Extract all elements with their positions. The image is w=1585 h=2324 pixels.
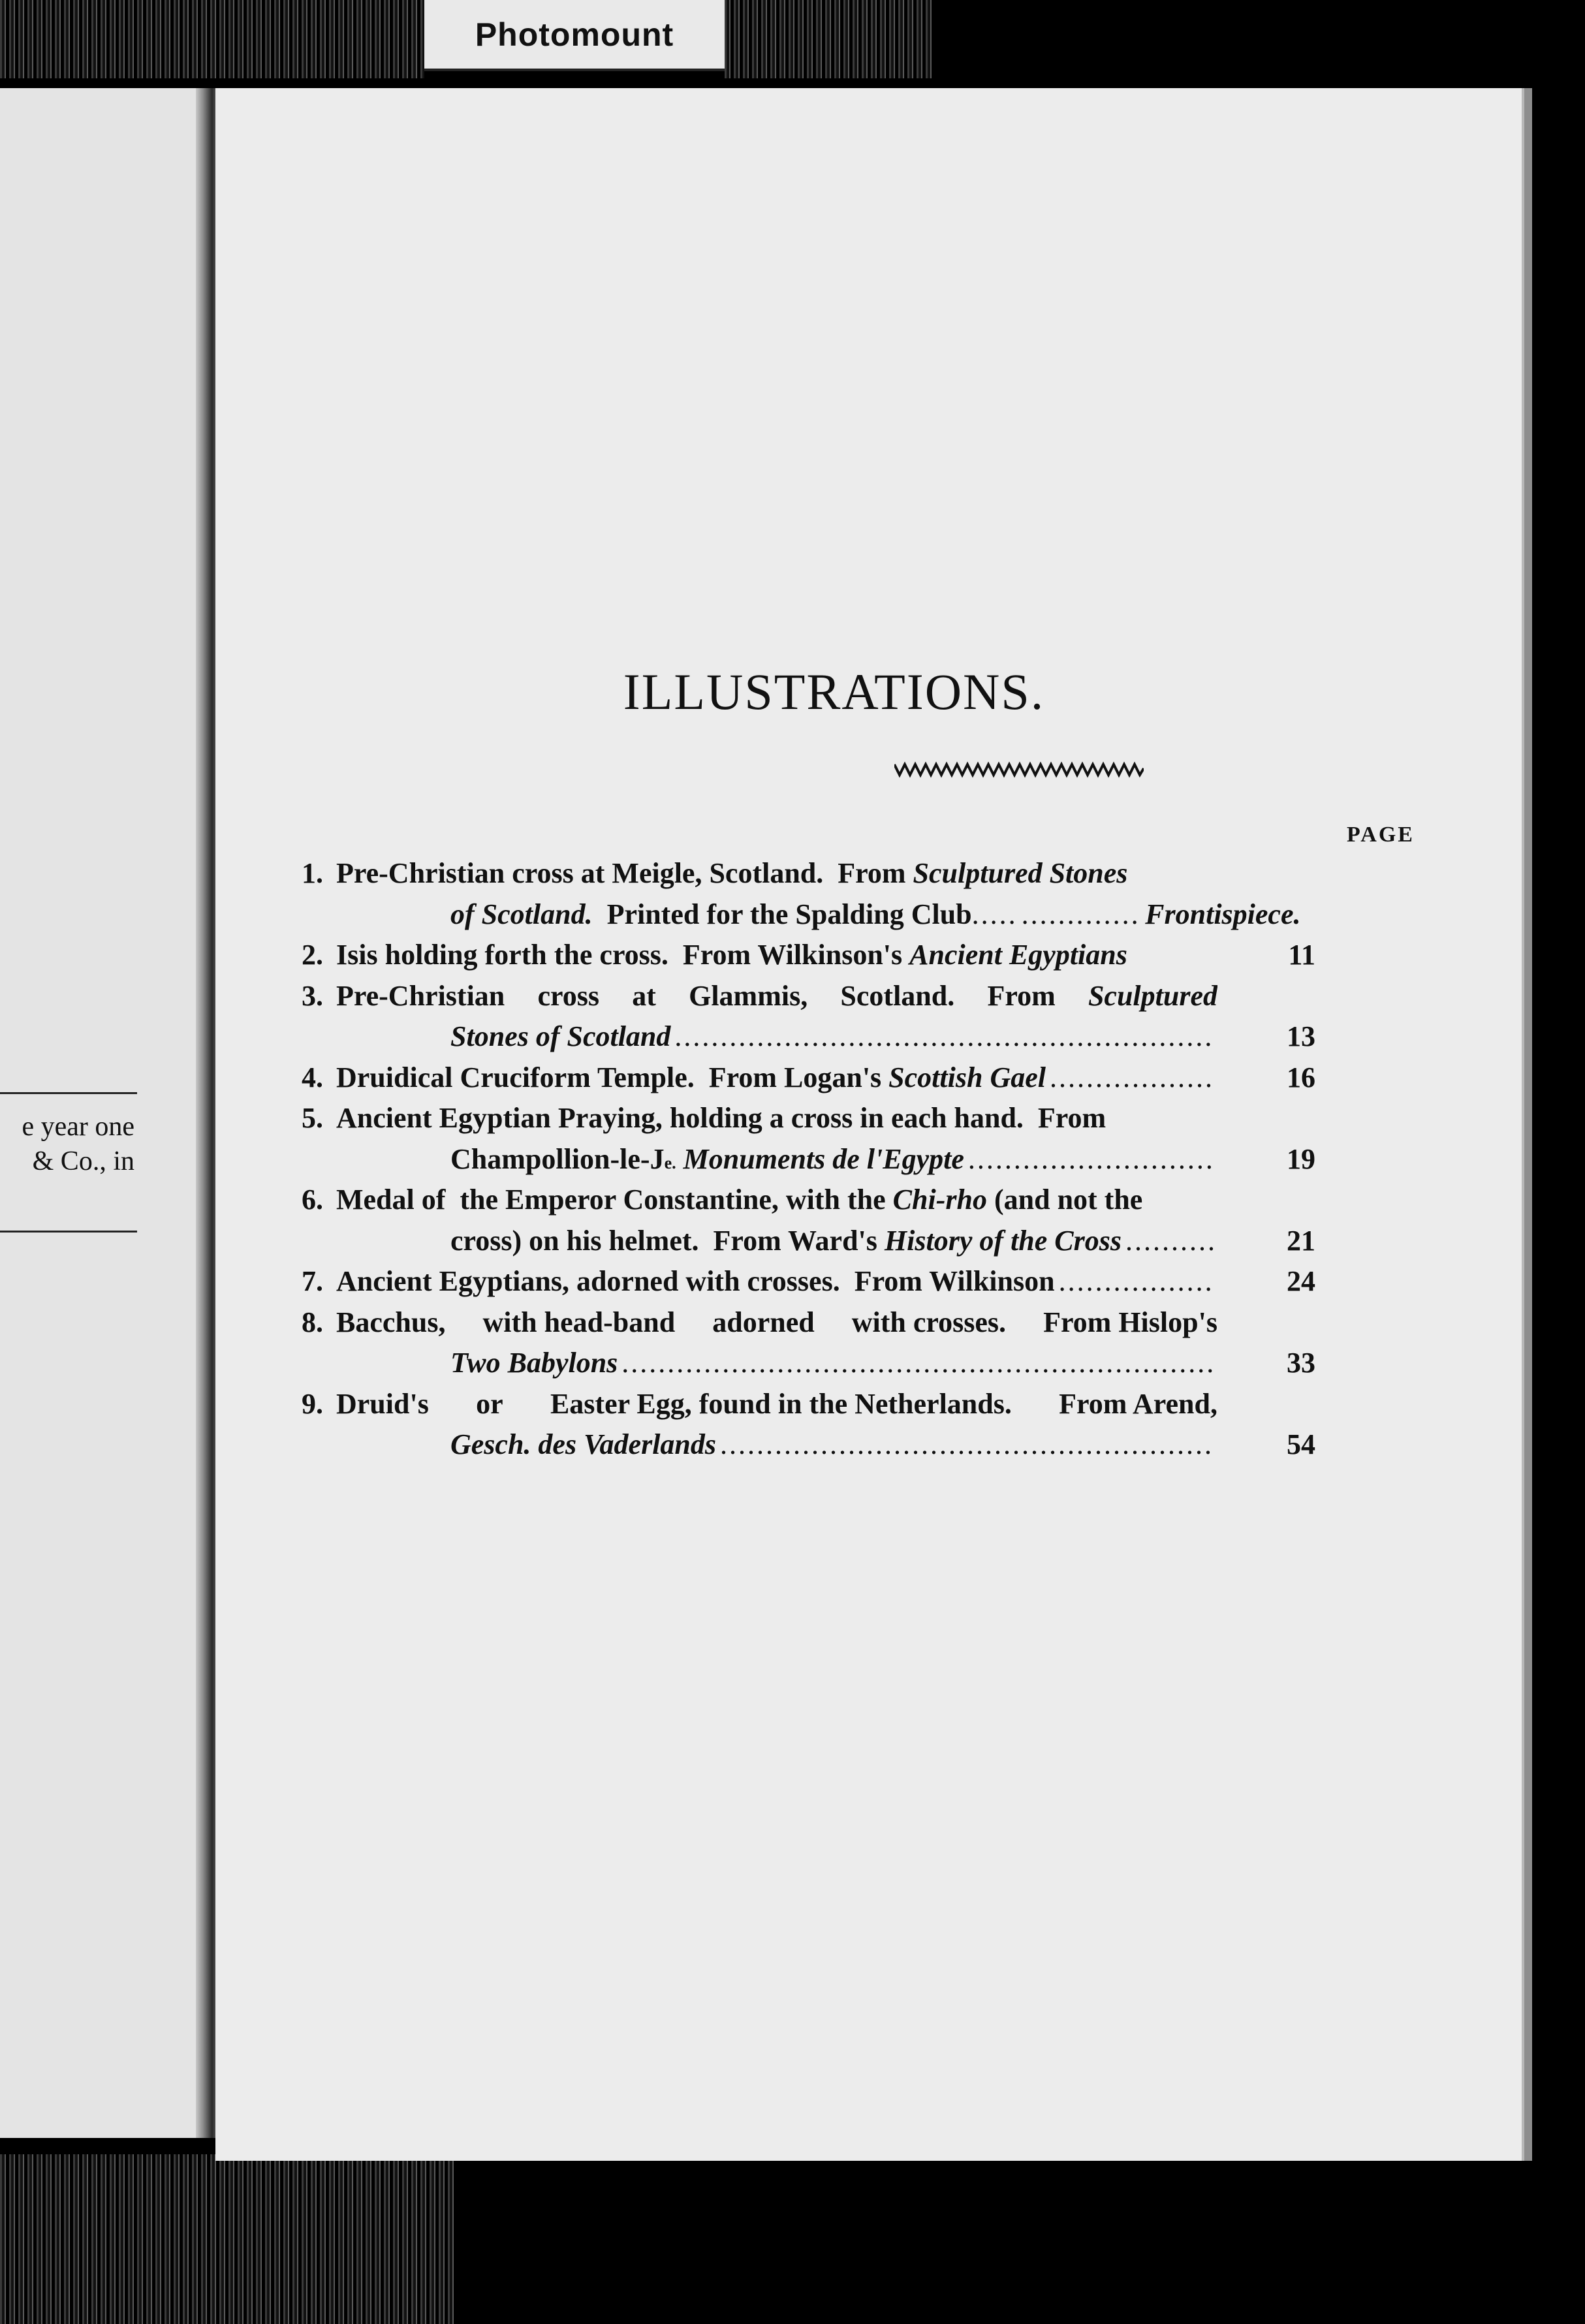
list-item-6-line-2: [284, 1221, 1315, 1262]
list-item-6-line-1: [284, 1180, 1315, 1221]
previous-page: [0, 88, 196, 2138]
entry-number: 6.: [302, 1184, 323, 1216]
dot-leader: [1050, 1058, 1214, 1099]
entry-source-title: Chi-rho: [892, 1184, 987, 1216]
list-item-2: [284, 935, 1315, 976]
binding-texture-top-right: [725, 0, 934, 78]
entry-source-title: Scottish Gael: [888, 1061, 1046, 1093]
entry-text: Pre-Christian: [336, 979, 505, 1012]
photomount-label-text: Photomount: [475, 16, 674, 53]
entry-source-title: Gesch. des Vaderlands: [450, 1428, 717, 1460]
photomount-label: [424, 0, 725, 71]
entry-text: Druid's: [336, 1387, 429, 1420]
entry-text: Pre-Christian cross at Meigle, Scotland. From: [336, 857, 913, 889]
entry-text: Printed for the Spalding Club: [592, 898, 972, 930]
dot-leader: [968, 1139, 1214, 1180]
entry-source-title: Stones of Scotland: [450, 1020, 671, 1052]
entry-superscript: e.: [664, 1153, 676, 1172]
dot-leader: [1022, 894, 1142, 935]
entry-source-title: Sculptured: [1088, 979, 1217, 1012]
entry-text: or: [476, 1387, 503, 1420]
illustrations-list: [284, 853, 1315, 1466]
list-item-7: [284, 1261, 1315, 1302]
list-item-3-line-1: [284, 976, 1315, 1017]
entry-page: 54: [1287, 1428, 1315, 1460]
entry-text: with head-band: [482, 1306, 676, 1338]
entry-source-title: Sculptured Stones: [913, 857, 1128, 889]
entry-number: 4.: [302, 1061, 323, 1093]
entry-text: From Arend,: [1059, 1387, 1217, 1420]
entry-number: 8.: [302, 1306, 323, 1338]
entry-text: Glammis,: [689, 979, 808, 1012]
entry-source-title: History of the Cross: [884, 1224, 1122, 1257]
entry-text: cross) on his helmet. From Ward's: [450, 1224, 885, 1257]
dot-leader: [621, 1343, 1214, 1384]
entry-page: 19: [1287, 1142, 1315, 1175]
entry-page: 24: [1287, 1265, 1315, 1297]
entry-text: Ancient Egyptian Praying, holding a cross in each hand. From: [336, 1102, 1106, 1134]
entry-text: Isis holding forth the cross. From Wilkinson's: [336, 939, 910, 971]
book-page: [215, 88, 1532, 2161]
entry-source-title: Monuments de l'Egypte: [676, 1142, 964, 1175]
entry-number: 7.: [302, 1265, 323, 1297]
previous-page-line-1: e year one: [22, 1112, 134, 1142]
entry-text: adorned: [712, 1306, 815, 1338]
entry-source-title: Ancient Egyptians: [909, 939, 1127, 971]
entry-number: 5.: [302, 1102, 323, 1134]
binding-texture-top-left: [0, 0, 424, 78]
list-item-9-line-2: [284, 1424, 1315, 1466]
entry-number: 1.: [302, 857, 323, 889]
entry-number: 3.: [302, 979, 323, 1012]
page-column-header: [1237, 823, 1524, 847]
entry-text: Champollion-le-J: [450, 1142, 665, 1175]
list-item-1-line-2: [284, 894, 1315, 935]
entry-source-title: Two Babylons: [450, 1347, 618, 1379]
list-item-5-line-2: [284, 1139, 1315, 1180]
entry-text: Ancient Egyptians, adorned with crosses. From Wilkinson: [336, 1265, 1055, 1297]
entry-page: Frontispiece.: [1145, 898, 1301, 930]
entry-page: 33: [1287, 1347, 1315, 1379]
entry-separator: .....: [971, 898, 1018, 930]
entry-text: at: [632, 979, 656, 1012]
previous-page-line-2: & Co., in: [32, 1146, 134, 1176]
entry-text: From: [987, 979, 1056, 1012]
list-item-3-line-2: [284, 1016, 1315, 1058]
entry-text: Bacchus,: [336, 1306, 446, 1338]
dot-leader: [1059, 1261, 1214, 1302]
entry-text: Scotland.: [840, 979, 955, 1012]
entry-text: (and not the: [986, 1184, 1143, 1216]
entry-page: 13: [1287, 1020, 1315, 1052]
list-item-1-line-1: [284, 853, 1315, 894]
entry-text: Easter Egg, found in the Netherlands.: [550, 1387, 1012, 1420]
entry-number: 2.: [302, 939, 323, 971]
entry-page: 11: [1288, 939, 1315, 971]
list-item-8-line-2: [284, 1343, 1315, 1384]
entry-source-title: of Scotland.: [450, 898, 593, 930]
dot-leader: [1125, 1221, 1214, 1262]
previous-page-rule-bottom: [0, 1231, 137, 1233]
page-column-header-text: PAGE: [1347, 823, 1415, 847]
entry-page: 21: [1287, 1224, 1315, 1257]
entry-text: Druidical Cruciform Temple. From Logan's: [336, 1061, 889, 1093]
list-item-4: [284, 1058, 1315, 1099]
entry-text: From Hislop's: [1043, 1306, 1217, 1338]
list-item-8-line-1: [284, 1302, 1315, 1343]
entry-text: cross: [537, 979, 599, 1012]
entry-page: 16: [1287, 1061, 1315, 1093]
dot-leader: [720, 1424, 1214, 1466]
wavy-ornament-icon: [894, 759, 1144, 779]
list-item-5-line-1: [284, 1098, 1315, 1139]
binding-texture-bottom: [0, 2154, 457, 2324]
page-title: ILLUSTRATIONS.: [623, 663, 1045, 720]
previous-page-rule-top: [0, 1092, 137, 1094]
entry-text: Medal of the Emperor Constantine, with the: [336, 1184, 893, 1216]
entry-text: with crosses.: [851, 1306, 1007, 1338]
entry-number: 9.: [302, 1387, 323, 1420]
dot-leader: [674, 1016, 1214, 1058]
list-item-9-line-1: [284, 1384, 1315, 1425]
